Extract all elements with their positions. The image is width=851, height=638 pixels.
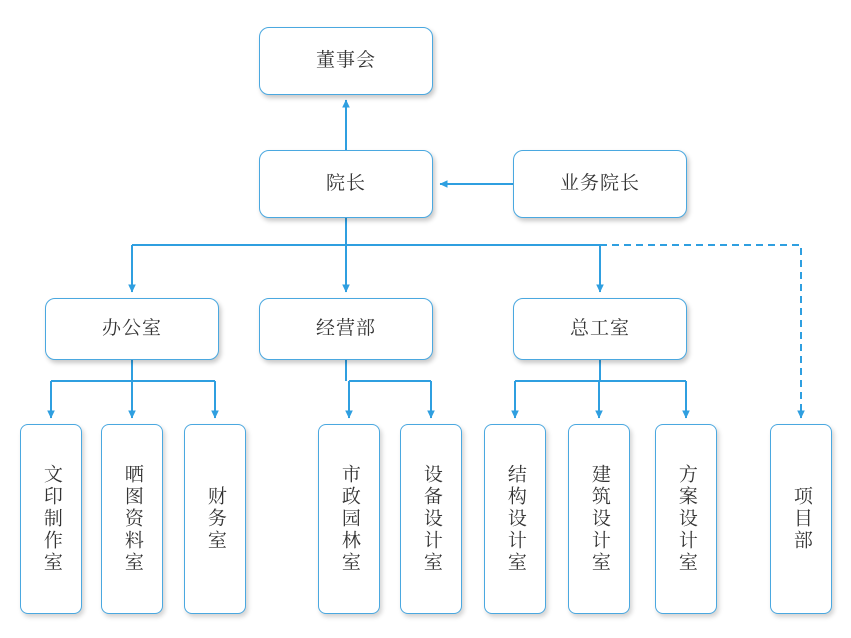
node-chief-engineer-office[interactable] (513, 298, 687, 360)
node-print-production-room-label: 文印制作室 (40, 464, 62, 574)
node-blueprint-archive-room-label: 晒图资料室 (121, 464, 143, 574)
node-vice-president-business-label: 业务院长 (559, 173, 640, 195)
node-office-label: 办公室 (101, 318, 162, 340)
node-equipment-design-room-label: 设备设计室 (420, 464, 442, 574)
node-blueprint-archive-room[interactable] (101, 424, 163, 614)
node-project-department[interactable] (770, 424, 832, 614)
node-chief-engineer-office-label: 总工室 (569, 318, 630, 340)
node-vice-president-business[interactable] (513, 150, 687, 218)
node-scheme-design-room-label: 方案设计室 (675, 464, 697, 574)
node-board[interactable] (259, 27, 433, 95)
node-structure-design-room[interactable] (484, 424, 546, 614)
node-office[interactable] (45, 298, 219, 360)
node-print-production-room[interactable] (20, 424, 82, 614)
node-finance-room-label: 财务室 (204, 486, 226, 552)
node-board-label: 董事会 (315, 50, 376, 72)
node-scheme-design-room[interactable] (655, 424, 717, 614)
node-president[interactable] (259, 150, 433, 218)
node-architecture-design-room-label: 建筑设计室 (588, 464, 610, 574)
node-municipal-landscape-room-label: 市政园林室 (338, 464, 360, 574)
node-operations-department[interactable] (259, 298, 433, 360)
node-equipment-design-room[interactable] (400, 424, 462, 614)
node-architecture-design-room[interactable] (568, 424, 630, 614)
node-project-department-label: 项目部 (790, 486, 812, 552)
node-municipal-landscape-room[interactable] (318, 424, 380, 614)
node-structure-design-room-label: 结构设计室 (504, 464, 526, 574)
node-president-label: 院长 (325, 173, 366, 195)
node-finance-room[interactable] (184, 424, 246, 614)
node-operations-department-label: 经营部 (315, 318, 376, 340)
